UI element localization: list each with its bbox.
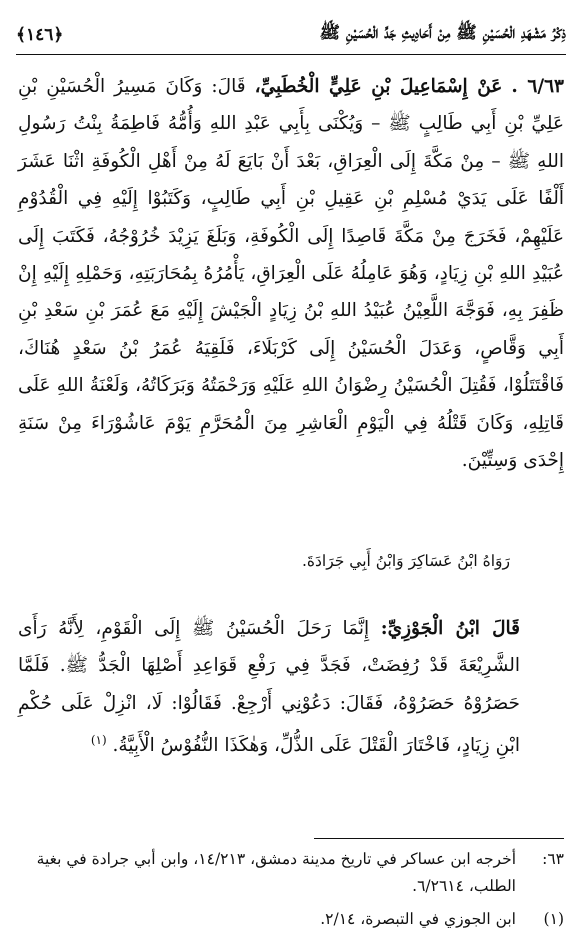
footnote-text: أخرجه ابن عساكر في تاريخ مدينة دمشق، ١٤/٢١٣، وابن أبي جرادة في بغية الطلب، ٦/٢٦١٤. [36, 850, 516, 895]
footnote-item [18, 906, 564, 933]
commentary-speaker: قَالَ ابْنُ الْجَوْزِيِّ: [380, 618, 520, 639]
footnote-label: (١) [543, 910, 564, 928]
page-number: ﴿١٤٦﴾ [16, 24, 64, 45]
hadith-block [18, 68, 564, 479]
footnote-label: ٦٣: [542, 850, 564, 868]
footnote-text: ابن الجوزي في التبصرة، ٢/١٤. [320, 910, 516, 928]
footnote-item [18, 846, 564, 900]
hadith-number: ٦/٦٣ . [511, 76, 564, 97]
commentary-paragraph [18, 610, 520, 765]
footnote-reference: (١) [90, 733, 107, 748]
footnote-separator [314, 838, 564, 839]
hadith-source: رَوَاهُ ابْنُ عَسَاكِرَ وَابْنُ أَبِي جَرَادَةَ. [301, 552, 510, 570]
hadith-text: قَالَ: وَكَانَ مَسِيرُ الْحُسَيْنِ بْنِ عَلِيِّ بْنِ أَبِي طَالِبٍ ﷺ – وَيُكْنَى بِأَبِي عَبْدِ اللهِ وَأُمُّهُ فَاطِمَةُ بِنْتُ رَسُولِ اللهِ ﷺ – مِنْ مَكَّةَ إِلَى الْعِرَاقِ، بَعْدَ أَنْ بَايَعَ لَهُ مِنْ أَهْلِ الْكُوفَةِ اثْنَا عَشَرَ أَلْفًا عَلَى يَدَيْ مُسْلِمِ بْنِ عَقِيلِ بْنِ أَبِي طَالِبٍ، وَكَتَبُوْا إِلَيْهِ فِي الْقُدُوْمِ عَلَيْهِمْ، فَخَرَجَ مِنْ مَكَّةَ قَاصِدًا إِلَى الْكُوفَةِ، وَبَلَغَ يَزِيْدَ خُرُوْجُهُ، فَكَتَبَ إِلَى عُبَيْدِ اللهِ بْنِ زِيَادٍ، وَهُوَ عَامِلُهُ عَلَى الْعِرَاقِ، يَأْمُرُهُ بِمُحَارَبَتِهِ، وَحَمْلِهِ إِلَيْهِ إِنْ ظَفِرَ بِهِ، فَوَجَّهَ اللَّعِيْنُ عُبَيْدُ اللهِ بْنُ زِيَادٍ الْجَيْشَ إِلَيْهِ مَعَ عُمَرَ بْنِ سَعْدِ بْنِ أَبِي وَقَّاصٍ، وَعَدَلَ الْحُسَيْنُ إِلَى كَرْبَلَاءَ، فَلَقِيَهُ عُمَرُ بْنُ سَعْدٍ هُنَاكَ، فَاقْتَتَلُوْا، فَقُتِلَ الْحُسَيْنُ رِضْوَانُ اللهِ عَلَيْهِ وَرَحْمَتُهُ وَبَرَكَاتُهُ، وَلَعْنَةُ اللهِ عَلَى قَاتِلِهِ، وَكَانَ قَتْلُهُ فِي الْيَوْمِ الْعَاشِرِ مِنَ الْمُحَرَّمِ يَوْمَ عَاشُوْرَاءَ مِنْ سَنَةِ إِحْدَى وَسِتِّيْنَ. [18, 76, 564, 472]
running-title: ذِكْرُ مَشْهَدِ الْحُسَيْنِ ﷺ مِنْ أَحَادِيثِ جَدِّ الْحُسَيْنِ ﷺ [319, 22, 566, 43]
commentary-text: إِنَّمَا رَحَلَ الْحُسَيْنُ ﷺ إِلَى الْقَوْمِ، لِأَنَّهُ رَأَى الشَّرِيْعَةَ قَدْ رُفِضَتْ، فَجَدَّ فِي رَفْعِ قَوَاعِدِ أَصْلِهَا الْجَدُّ ﷺ. فَلَمَّا حَصَرُوْهُ حَصَرُوْهُ، فَقَالَ: دَعُوْنِي أَرْجِعْ. فَقَالُوْا: لَا، انْزِلْ عَلَى حُكْمِ ابْنِ زِيَادٍ، فَاخْتَارَ الْقَتْلَ عَلَى الذُّلِّ، وَهٰكَذَا النُّفُوْسُ الْأَبِيَّةُ. [18, 618, 520, 757]
hadith-paragraph [18, 68, 564, 479]
page-header [16, 14, 566, 55]
footnotes [18, 846, 564, 939]
hadith-narrator: عَنْ إِسْمَاعِيلَ بْنِ عَلِيٍّ الْخُطَبِيِّ، [254, 76, 503, 97]
commentary-block [18, 610, 520, 765]
